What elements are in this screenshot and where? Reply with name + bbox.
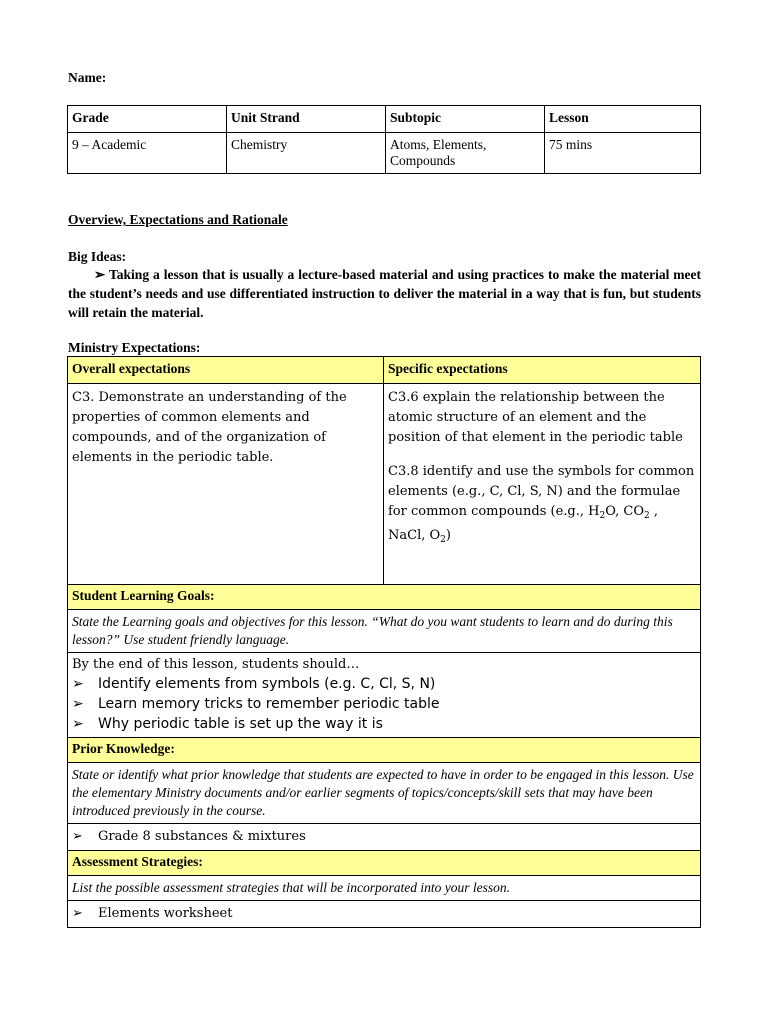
- arrow-bullet-icon: ➢: [94, 267, 106, 282]
- specific-expectations-header: Specific expectations: [384, 357, 701, 384]
- unit-strand-value: Chemistry: [227, 133, 386, 174]
- prior-knowledge-instructions: State or identify what prior knowledge that students are expected to have in order to be engaged in this lesson. Use the elementary Ministry documents and/or earlier segments of topics/concepts/skill sets that may have been introduced previously in the course.: [68, 763, 701, 824]
- grade-header: Grade: [68, 106, 227, 133]
- lesson-value: 75 mins: [545, 133, 701, 174]
- arrow-bullet-icon: ➢: [72, 906, 83, 921]
- student-learning-goals-header: Student Learning Goals:: [68, 585, 701, 610]
- prior-knowledge-header: Prior Knowledge:: [68, 738, 701, 763]
- big-ideas-statement: Taking a lesson that is usually a lecture-based material and using practices to make the material meet the student’s needs and use differentiated instruction to deliver the material in a way that is fun, but students will retain the material.: [68, 267, 701, 320]
- arrow-bullet-icon: ➢: [72, 696, 84, 712]
- arrow-bullet-icon: ➢: [72, 716, 84, 732]
- learning-goals-table: [67, 584, 701, 928]
- specific-expectation-c36: C3.6 explain the relationship between the atomic structure of an element and the position of that element in the periodic table: [388, 390, 683, 445]
- big-ideas-text: [68, 265, 701, 322]
- overall-expectation-text: C3. Demonstrate an understanding of the properties of common elements and compounds, and of the organization of elements in the periodic table.: [68, 384, 384, 591]
- lesson-header: Lesson: [545, 106, 701, 133]
- overview-section-title: Overview, Expectations and Rationale: [68, 212, 288, 227]
- arrow-bullet-icon: ➢: [72, 676, 84, 692]
- prior-knowledge-item: ➢ Grade 8 substances & mixtures: [68, 824, 701, 851]
- goals-intro: By the end of this lesson, students should…: [72, 657, 360, 672]
- specific-expectations-cell: [384, 384, 701, 591]
- unit-strand-header: Unit Strand: [227, 106, 386, 133]
- name-label: Name:: [68, 70, 107, 85]
- specific-expectation-c38: C3.8 identify and use the symbols for common elements (e.g., C, Cl, S, N) and the formulae for common compounds (e.g., $H_2O$, $CO_2$ , NaCl, $O_2$): [388, 464, 695, 545]
- ministry-expectations-label: Ministry Expectations:: [68, 340, 201, 355]
- big-ideas-label: Big Ideas:: [68, 249, 127, 264]
- goal-item: ➢ Identify elements from symbols (e.g. C, Cl, S, N): [72, 676, 436, 692]
- subtopic-header: Subtopic: [386, 106, 545, 133]
- subtopic-value: Atoms, Elements, Compounds: [386, 133, 545, 174]
- learning-goals-content: [68, 653, 701, 738]
- lesson-info-table: [67, 105, 701, 174]
- assessment-item: ➢ Elements worksheet: [68, 901, 701, 928]
- grade-value: 9 – Academic: [68, 133, 227, 174]
- learning-goals-instructions: State the Learning goals and objectives for this lesson. “What do you want students to learn and do during this lesson?” Use student friendly language.: [68, 610, 701, 653]
- goal-item: ➢ Learn memory tricks to remember periodic table: [72, 696, 440, 712]
- assessment-strategies-header: Assessment Strategies:: [68, 851, 701, 876]
- arrow-bullet-icon: ➢: [72, 829, 83, 844]
- expectations-table: [67, 356, 701, 591]
- goal-item: ➢ Why periodic table is set up the way it is: [72, 716, 383, 732]
- overall-expectations-header: Overall expectations: [68, 357, 384, 384]
- assessment-instructions: List the possible assessment strategies that will be incorporated into your lesson.: [68, 876, 701, 901]
